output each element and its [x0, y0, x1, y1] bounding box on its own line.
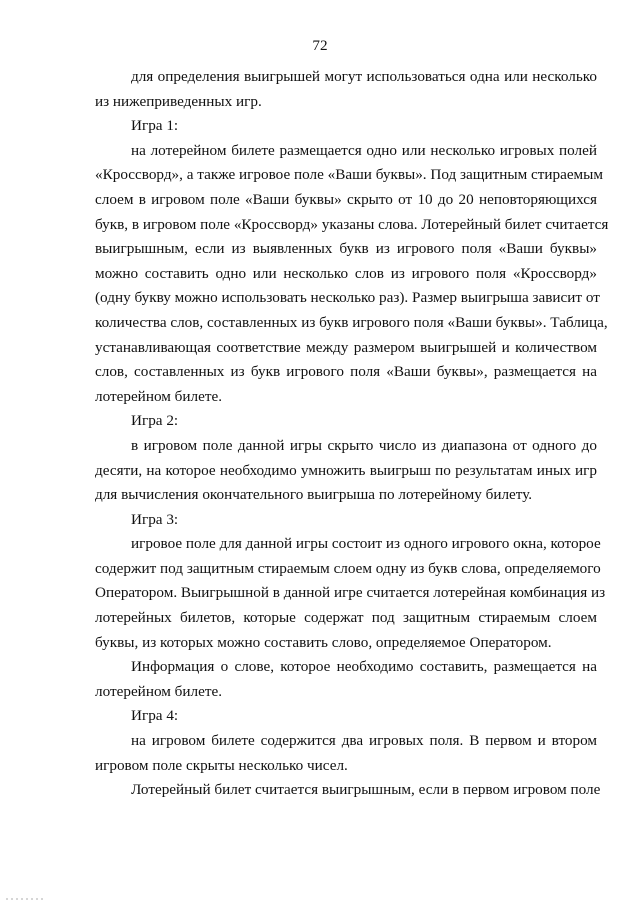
text-line: букв, в игровом поле «Кроссворд» указаны слова. Лотерейный билет считается — [95, 215, 609, 233]
text-line: Оператором. Выигрышной в данной игре считается лотерейная комбинация из — [95, 584, 606, 602]
section-heading-game-4: Игра 4: — [131, 707, 179, 725]
text-line: слоем в игровом поле «Ваши буквы» скрыто от 10 до 20 неповторяющихся — [95, 190, 597, 208]
text-line: Информация о слове, которое необходимо составить, размещается на — [131, 658, 597, 676]
text-line: из нижеприведенных игр. — [95, 92, 262, 110]
text-line: можно составить одно или несколько слов из игрового поля «Кроссворд» — [95, 264, 597, 282]
text-line: «Кроссворд», а также игровое поле «Ваши буквы». Под защитным стираемым — [95, 166, 603, 184]
section-heading-game-1: Игра 1: — [131, 117, 179, 135]
text-line: (одну букву можно использовать несколько раз). Размер выигрыша зависит от — [95, 289, 600, 307]
text-line: содержит под защитным стираемым слоем одну из букв слова, определяемого — [95, 559, 601, 577]
text-line: лотерейном билете. — [95, 682, 223, 700]
text-line: на лотерейном билете размещается одно или несколько игровых полей — [131, 141, 597, 159]
text-line: буквы, из которых можно составить слово, определяемое Оператором. — [95, 633, 552, 651]
text-line: устанавливающая соответствие между размером выигрышей и количеством — [95, 338, 597, 356]
text-line: выигрышным, если из выявленных букв из игрового поля «Ваши буквы» — [95, 240, 597, 258]
text-line: игровое поле для данной игры состоит из одного игрового окна, которое — [131, 535, 601, 553]
text-line: в игровом поле данной игры скрыто число из диапазона от одного до — [131, 436, 597, 454]
text-line: количества слов, составленных из букв игрового поля «Ваши буквы». Таблица, — [95, 313, 608, 331]
section-heading-game-3: Игра 3: — [131, 510, 179, 528]
document-body — [95, 65, 609, 803]
section-heading-game-2: Игра 2: — [131, 412, 179, 430]
text-line: лотерейных билетов, которые содержат под защитным стираемым слоем — [95, 609, 597, 627]
text-line: на игровом билете содержится два игровых поля. В первом и втором — [131, 732, 597, 750]
text-line: для вычисления окончательного выигрыша по лотерейному билету. — [95, 486, 533, 504]
page-number: 72 — [312, 37, 328, 54]
text-line: Лотерейный билет считается выигрышным, если в первом игровом поле — [131, 781, 601, 799]
text-line: десяти, на которое необходимо умножить выигрыш по результатам иных игр — [95, 461, 597, 479]
scan-artifact — [6, 898, 46, 900]
text-line: лотерейном билете. — [95, 387, 223, 405]
text-line: игровом поле скрыты несколько чисел. — [95, 756, 348, 774]
text-line: для определения выигрышей могут использоваться одна или несколько — [131, 68, 597, 85]
text-line: слов, составленных из букв игрового поля «Ваши буквы», размещается на — [95, 363, 597, 381]
